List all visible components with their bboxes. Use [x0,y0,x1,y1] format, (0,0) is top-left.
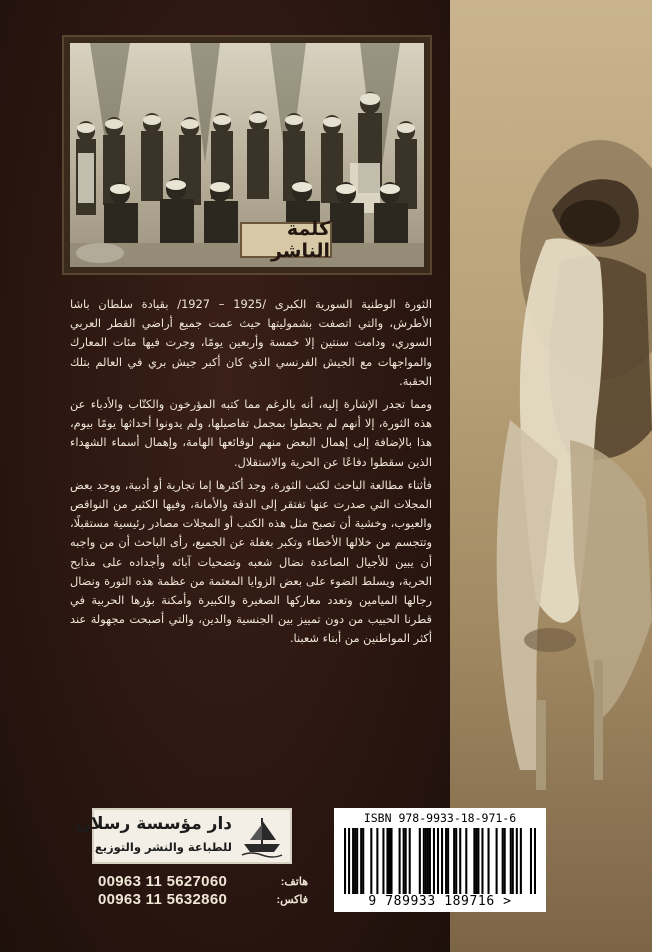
barcode-bar [362,828,364,894]
barcode-bar [376,828,378,894]
barcode-bar [388,828,390,894]
synopsis-text [70,295,432,653]
barcode-bar [530,828,532,894]
barcode-bar [516,828,518,894]
barcode-bar [477,828,479,894]
barcode-bar [473,828,475,894]
fax-row [98,890,308,908]
barcode-bar [437,828,439,894]
barcode-bar [512,828,514,894]
barcode-bar [475,828,477,894]
barcode-bars [344,828,536,894]
barcode-bar [504,828,506,894]
barcode-bar [425,828,427,894]
barcode-bar [423,828,425,894]
barcode-bar [433,828,435,894]
barcode-bar [382,828,384,894]
barcode-bar [356,828,358,894]
barcode-bar [487,828,489,894]
synopsis-paragraph: الثورة الوطنية السورية الكبرى /1925 – 1927/ بقيادة سلطان باشا الأطرش، والتي اتصفت بشموليتها حيث عمت جميع أراضي القطر العربي السوري، ودامت سنتين إلا خمسة وأربعين يومًا، وجرت فيها مئات المعارك والمواجهات مع الجيش الفرنسي الذي كان أكبر جيش بري في العالم بتلك الحقبة. [70,297,432,388]
fax-label: فاكس: [276,893,308,906]
barcode-bar [403,828,405,894]
barcode-bar [496,828,498,894]
barcode-bar [510,828,512,894]
barcode-bar [453,828,455,894]
barcode-bar [405,828,407,894]
publisher-word-label [240,218,332,262]
barcode-bar [447,828,449,894]
barcode-bar [390,828,392,894]
ship-icon [240,814,284,858]
barcode-bar [427,828,429,894]
publisher-subtitle: للطباعة والنشر والتوزيع [94,840,232,854]
barcode-bar [455,828,457,894]
barcode-bar [399,828,401,894]
barcode-bar [502,828,504,894]
publisher-name: دار مؤسسة رسلان [76,814,232,834]
barcode-bar [386,828,388,894]
barcode-bar [445,828,447,894]
phone-number: 00963 11 5627060 [98,872,228,890]
barcode-bar [354,828,356,894]
isbn-label: ISBN 978-9933-18-971-6 [363,811,517,825]
synopsis-paragraph: فأثناء مطالعة الباحث لكتب الثورة، وجد أكثرها إما تجارية أو أدبية، ووجد بعض المجلات التي صدرت عنها تفتقر إلى الدقة والأمانة، وفيها الكثير من النواقص والعيوب، وخشية أن تصبح مثل هذه الكتب أو المجلات مصادر رئيسية مستقبلًا، وتتجسم من خلالها الأخطاء وتكبر بغفلة عن الجميع، رأى الباحث أن من واجبه أن يبين للأجيال الصاعدة نضال شعبه وتضحيات آبائه وأجداده على مذابح الحرية، ويسلط الضوء على بعض الزوايا المعتمة من عظمة هذه الثورة ونضال رجالها الميامين وتعدد معاركها الصغيرة والكبيرة وأمكنة بؤرها الحربية في قطرنا الحبيب من دون تمييز بين الجنسية والدين، والتي أصبحت مجهولة عند أكثر المواطنين من أبناء شعبنا. [70,477,432,646]
phone-label: هاتف: [280,875,308,888]
contact-info [98,872,308,908]
barcode-bar [465,828,467,894]
barcode-bar [348,828,350,894]
barcode-bar [534,828,536,894]
barcode-bar [419,828,421,894]
barcode-bar [409,828,411,894]
barcode-bar [520,828,522,894]
barcode-bar [352,828,354,894]
publisher-logo [76,808,292,864]
barcode-digits: 9 789933 189716 > [368,894,512,909]
synopsis-paragraph: ومما تجدر الإشارة إليه، أنه بالرغم مما كتبه المؤرخون والكتّاب والأدباء عن هذه الثورة، إلا أنهم لم يحيطوا بمجمل تفاصيلها، ولم يدونوا أحداثها يومًا بيوم، هذا بالإضافة إلى إهمال البعض منهم لوقائعها الهامة، وإهمال أسماء الشهداء الذين سقطوا دفاعًا عن الحرية والاستقلال. [70,397,432,469]
barcode-bar [360,828,362,894]
isbn-barcode [334,808,546,912]
phone-row [98,872,308,890]
barcode-bar [429,828,431,894]
barcode-bar [441,828,443,894]
barcode-bar [459,828,461,894]
fax-number: 00963 11 5632860 [98,890,228,908]
barcode-bar [481,828,483,894]
barcode-bar [370,828,372,894]
barcode-bar [344,828,346,894]
publisher-word-text: كلمة الناشر [270,218,330,262]
